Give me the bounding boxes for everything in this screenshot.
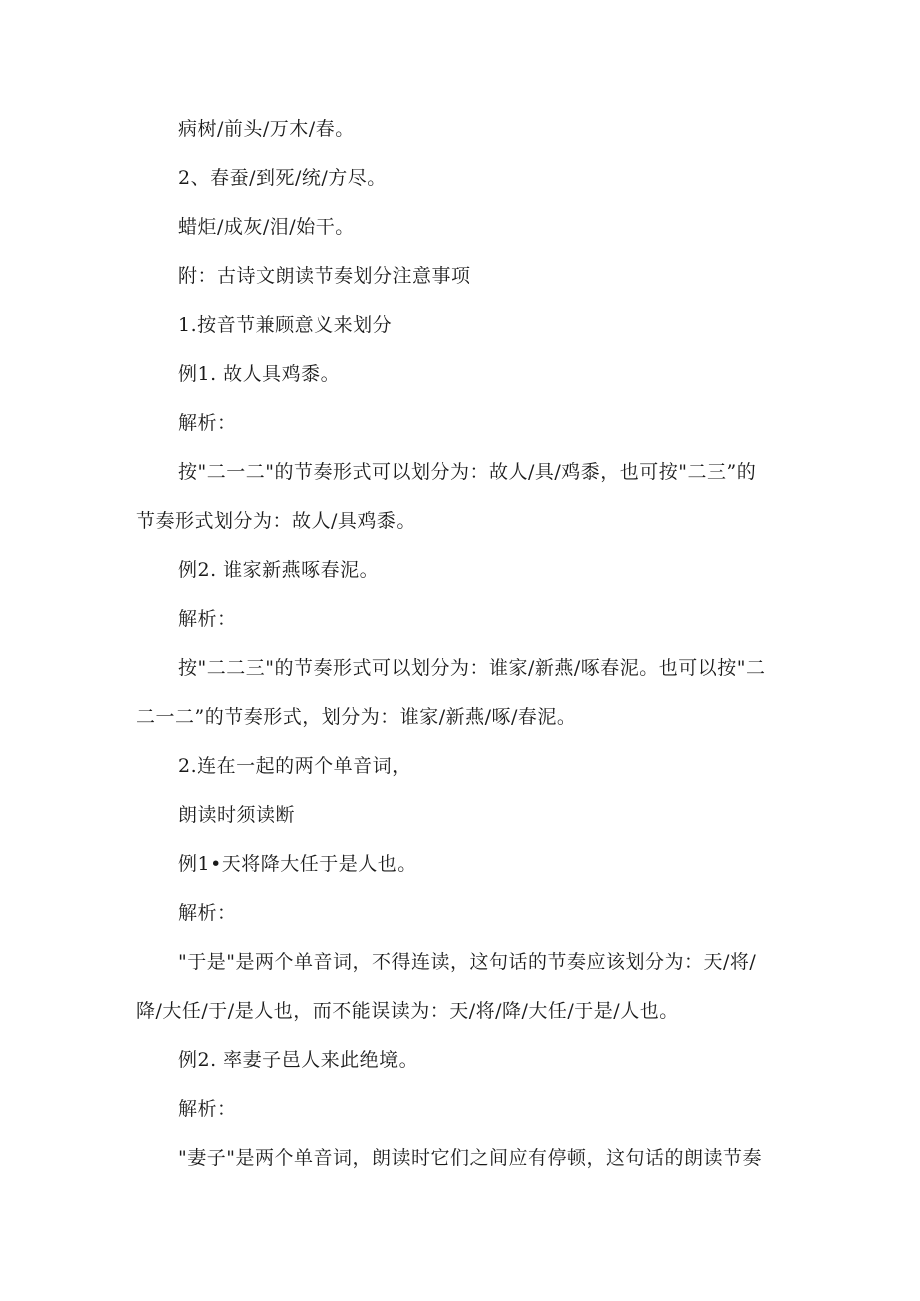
paragraph-line: "于是"是两个单音词，不得连读，这句话的节奏应该划分为：天/将/ [178,951,757,973]
poem-line: 蜡炬/成灰/泪/始干。 [178,216,355,238]
analysis-label: 解析： [178,608,237,630]
analysis-label: 解析： [178,412,237,434]
subsection-heading: 1.按音节兼顾意义来划分 [178,314,393,336]
analysis-label: 解析： [178,902,237,924]
subsection-heading: 朗读时须读断 [178,804,296,826]
paragraph-line: 二一二”的节奏形式，划分为：谁家/新燕/啄/春泥。 [136,706,577,728]
paragraph-line: 降/大任/于/是人也，而不能误读为：天/将/降/大任/于是/人也。 [136,1000,679,1022]
subsection-heading: 2.连在一起的两个单音词， [178,755,412,777]
paragraph-line: 按"二二三"的节奏形式可以划分为：谁家/新燕/啄春泥。也可以按"二 [178,657,766,679]
paragraph-line: 按"二一二"的节奏形式可以划分为：故人/具/鸡黍，也可按"二三”的 [178,461,757,483]
paragraph-line: 节奏形式划分为：故人/具鸡黍。 [136,510,416,532]
poem-line: 2、春蚕/到死/统/方尽。 [178,167,387,189]
section-heading: 附：古诗文朗读节奏划分注意事项 [178,265,471,287]
example-line: 例1. 故人具鸡黍。 [178,363,341,385]
analysis-label: 解析： [178,1098,237,1120]
poem-line: 病树/前头/万木/春。 [178,118,355,140]
paragraph-line: "妻子"是两个单音词，朗读时它们之间应有停顿，这句话的朗读节奏 [178,1147,762,1169]
example-line: 例1•天将降大任于是人也。 [178,853,417,875]
example-line: 例2. 率妻子邑人来此绝境。 [178,1049,419,1071]
example-line: 例2. 谁家新燕啄春泥。 [178,559,380,581]
